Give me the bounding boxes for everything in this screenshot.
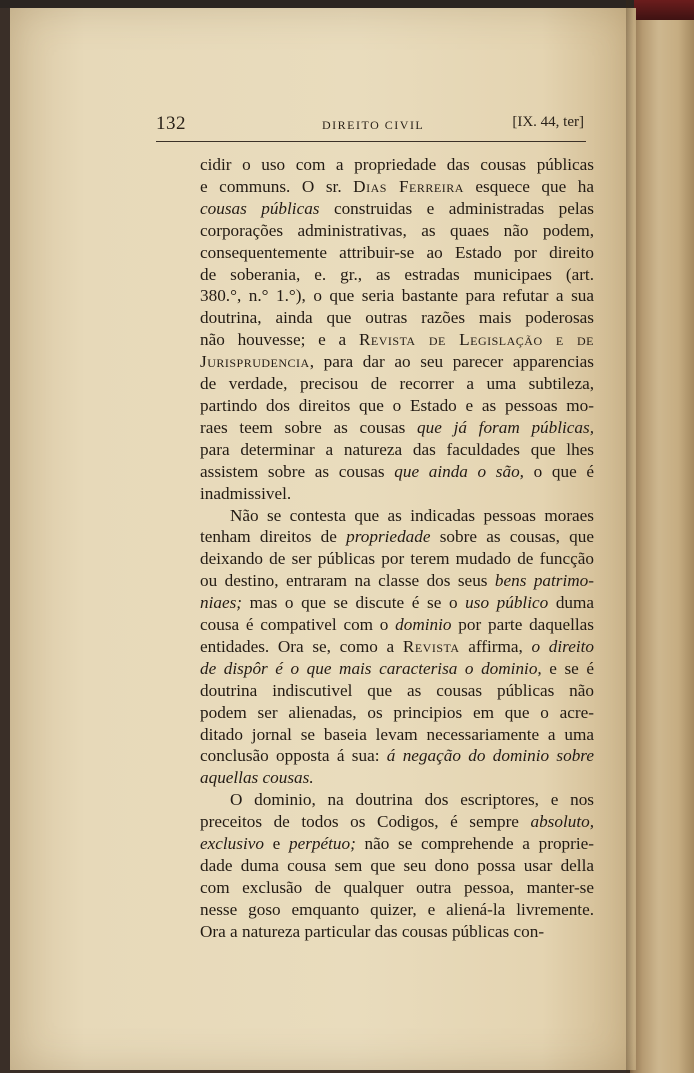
text-run: nesse goso emquanto quizer, e aliená-la livremente. — [200, 899, 594, 919]
text-run: corporações administrativas, as quaes não podem, — [200, 220, 594, 240]
text-line — [200, 417, 594, 439]
text-run: Não se contesta que as indicadas pessoas moraes — [230, 505, 594, 525]
small-caps-text: Revista de Legislação e de — [358, 330, 594, 350]
text-run: cidir o uso com a propriedade das cousas públicas — [200, 155, 594, 174]
text-line — [200, 526, 594, 548]
text-line — [200, 154, 594, 176]
text-run: e communs. O sr. — [200, 176, 354, 196]
italic-text: uso público — [465, 593, 549, 613]
text-line — [200, 395, 594, 417]
text-line — [200, 329, 594, 351]
text-line — [200, 483, 594, 505]
text-run: tenham direitos de — [200, 527, 347, 547]
text-run: cousa é compativel com o — [200, 615, 396, 635]
italic-text: dominio — [395, 615, 452, 635]
text-line — [200, 702, 594, 724]
text-line — [200, 373, 594, 395]
text-run: e se é — [541, 658, 594, 678]
text-line — [200, 351, 594, 373]
text-line — [200, 811, 594, 833]
text-run: ou destino, entraram na classe dos seus — [200, 571, 495, 591]
text-run: affirma, — [459, 636, 532, 656]
text-run: ditado jornal se baseia levam necessariamente a uma — [200, 724, 594, 744]
text-line — [200, 461, 594, 483]
text-line — [200, 505, 594, 527]
italic-text: cousas públicas — [200, 198, 320, 218]
text-run: de verdade, precisou de recorrer a uma subtileza, — [200, 374, 594, 394]
text-line — [200, 592, 594, 614]
text-run: por parte daquellas — [451, 615, 594, 635]
text-line — [200, 614, 594, 636]
text-run: conclusão opposta á sua: — [200, 746, 387, 766]
text-line — [200, 285, 594, 307]
header-rule — [156, 141, 586, 142]
text-run: para determinar a natureza das faculdades que lhes — [200, 439, 594, 459]
text-line — [200, 899, 594, 921]
text-run: não se comprehende a proprie- — [355, 834, 594, 854]
text-line — [200, 724, 594, 746]
text-run: deixando de ser públicas por terem mudado de funcção — [200, 549, 594, 569]
text-run: o que é — [523, 461, 594, 481]
text-run: Ora a natureza particular das cousas públicas con- — [200, 921, 545, 941]
text-line — [200, 636, 594, 658]
italic-text: exclusivo — [200, 834, 264, 854]
text-line — [200, 833, 594, 855]
text-run: de soberania, e. gr., as estradas municipaes (art. — [200, 264, 594, 284]
text-line — [200, 789, 594, 811]
text-run: , para dar ao seu parecer apparencias — [309, 352, 594, 372]
italic-text: absoluto, — [530, 812, 594, 832]
text-run: podem ser alienadas, os principios em que o acre- — [200, 702, 594, 722]
text-run: consequentemente attribuir-se ao Estado por direito — [200, 242, 594, 262]
text-run: mas o que se discute é se o — [242, 593, 466, 613]
italic-text: o direito — [531, 636, 594, 656]
small-caps-text: Revista — [402, 636, 460, 656]
text-run: doutrina, ainda que outras razões mais poderosas — [200, 308, 594, 328]
running-title: DIREITO CIVIL — [322, 118, 425, 132]
italic-text: que já foram públicas, — [417, 417, 594, 437]
text-run: construidas e administradas pelas — [319, 198, 594, 218]
italic-text: aquellas cousas. — [200, 768, 314, 788]
text-line — [200, 176, 594, 198]
text-line — [200, 877, 594, 899]
page-number: 132 — [156, 113, 186, 134]
text-run: dade duma cousa sem que seu dono possa usar della — [200, 856, 594, 875]
text-run: preceitos de todos os Codigos, é sempre — [200, 812, 531, 832]
text-line — [200, 242, 594, 264]
italic-text: á negação do dominio sobre — [386, 746, 594, 766]
italic-text: que ainda o são, — [394, 461, 524, 481]
text-line — [200, 767, 594, 789]
text-run: partindo dos direitos que o Estado e as pessoas mo- — [200, 395, 594, 415]
text-line — [200, 921, 594, 943]
text-line — [200, 220, 594, 242]
small-caps-text: Jurisprudencia — [200, 352, 310, 372]
book-cover-corner — [634, 0, 694, 22]
text-run: esquece que ha — [463, 176, 594, 196]
small-caps-text: Dias Ferreira — [353, 176, 464, 196]
body-text — [200, 154, 594, 943]
italic-text: de dispôr é o que mais caracterisa o dominio, — [200, 658, 542, 678]
text-run: raes teem sobre as cousas — [200, 417, 418, 437]
text-run: e — [263, 834, 289, 854]
text-line — [200, 745, 594, 767]
text-run: duma — [548, 593, 594, 613]
italic-text: propriedade — [346, 527, 431, 547]
text-run: inadmissivel. — [200, 483, 292, 503]
text-line — [200, 855, 594, 877]
text-line — [200, 439, 594, 461]
text-line — [200, 198, 594, 220]
italic-text: bens patrimo- — [494, 571, 594, 591]
text-line — [200, 570, 594, 592]
text-run: 380.°, n.° 1.°), o que seria bastante para refutar a sua — [200, 286, 594, 306]
italic-text: perpétuo; — [288, 834, 356, 854]
text-line — [200, 680, 594, 702]
text-run: entidades. Ora se, como a — [200, 636, 403, 656]
next-page-edge — [630, 20, 694, 1073]
text-run: com exclusão de qualquer outra pessoa, manter-se — [200, 877, 594, 897]
text-run: O dominio, na doutrina dos escriptores, e nos — [230, 790, 594, 810]
italic-text: niaes; — [200, 593, 243, 613]
scan-top-border — [0, 0, 694, 8]
text-run: sobre as cousas, que — [430, 527, 594, 547]
page-gutter-shadow — [626, 0, 634, 1073]
text-run: doutrina indiscutivel que as cousas públicas não — [200, 680, 594, 700]
text-line — [200, 307, 594, 329]
text-run: assistem sobre as cousas — [200, 461, 395, 481]
text-run: não houvesse; e a — [200, 330, 359, 350]
text-line — [200, 658, 594, 680]
page-header — [156, 113, 586, 135]
section-reference: [IX. 44, ter] — [512, 114, 584, 130]
text-line — [200, 548, 594, 570]
text-line — [200, 264, 594, 286]
